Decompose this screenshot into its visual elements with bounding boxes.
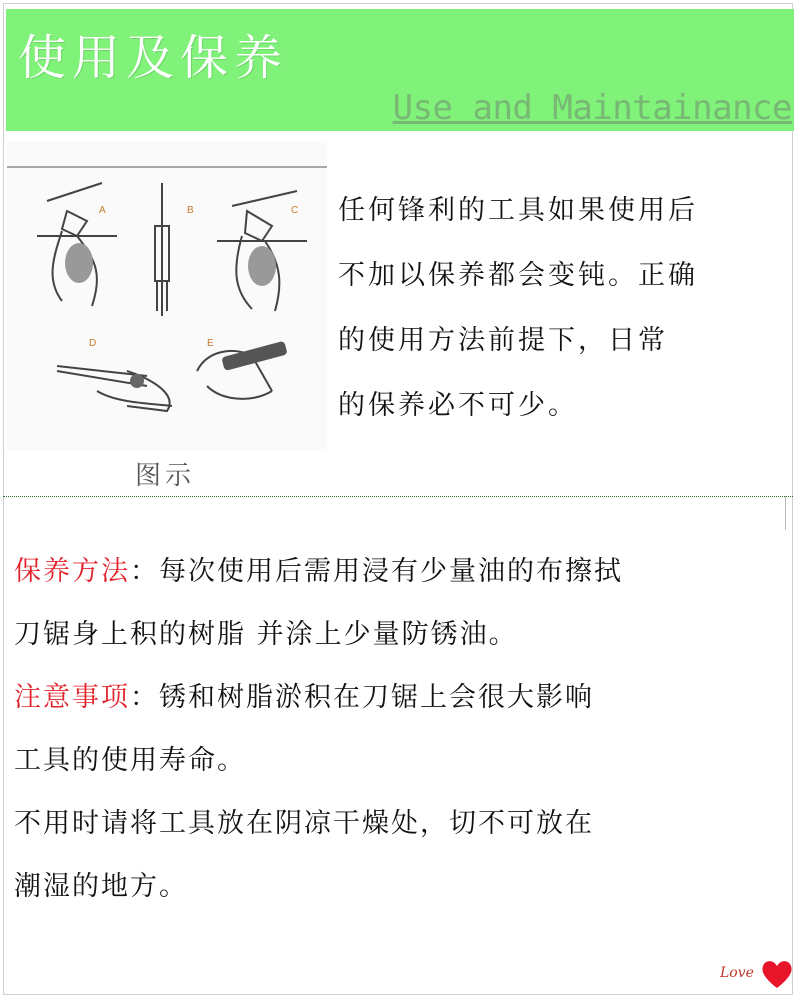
panel-letter-d: D [89,338,97,349]
panel-letter-c: C [291,205,299,216]
caution-text: ：锈和树脂淤积在刀锯上会很大影响 [130,682,594,713]
maintenance-label: 保养方法 [14,556,130,587]
divider-tick [785,496,786,530]
heart-icon [760,958,794,990]
illustration-caption: 图示 [135,461,196,491]
maintenance-line-2: 刀锯身上积的树脂 并涂上少量防锈油。 [14,619,518,650]
panel-letter-a: A [99,205,106,216]
pruning-shears-diagram [7,141,327,451]
storage-line-1: 不用时请将工具放在阴凉干燥处，切不可放在 [14,808,594,839]
maintenance-line-1 [14,540,794,603]
caution-line-1 [14,666,794,729]
maintenance-text: ：每次使用后需用浸有少量油的布擦拭 [130,556,623,587]
section-divider [3,496,793,497]
page-title: 使用及保养 [18,30,289,86]
caution-line-2: 工具的使用寿命。 [14,745,246,776]
caution-label: 注意事项 [14,682,130,713]
care-instructions [14,540,794,918]
intro-paragraph [338,178,788,438]
intro-line: 的使用方法前提下，日常 [338,325,668,356]
panel-letter-e: E [207,338,214,349]
storage-line-2: 潮湿的地方。 [14,871,188,902]
header-banner [6,9,794,131]
page-subtitle: Use and Maintainance [392,88,792,128]
intro-line: 不加以保养都会变钝。正确 [338,260,698,291]
usage-illustration [7,141,327,451]
panel-letter-b: B [187,205,194,216]
intro-line: 任何锋利的工具如果使用后 [338,195,698,226]
intro-line: 的保养必不可少。 [338,390,578,421]
love-signature: Love [720,965,754,981]
